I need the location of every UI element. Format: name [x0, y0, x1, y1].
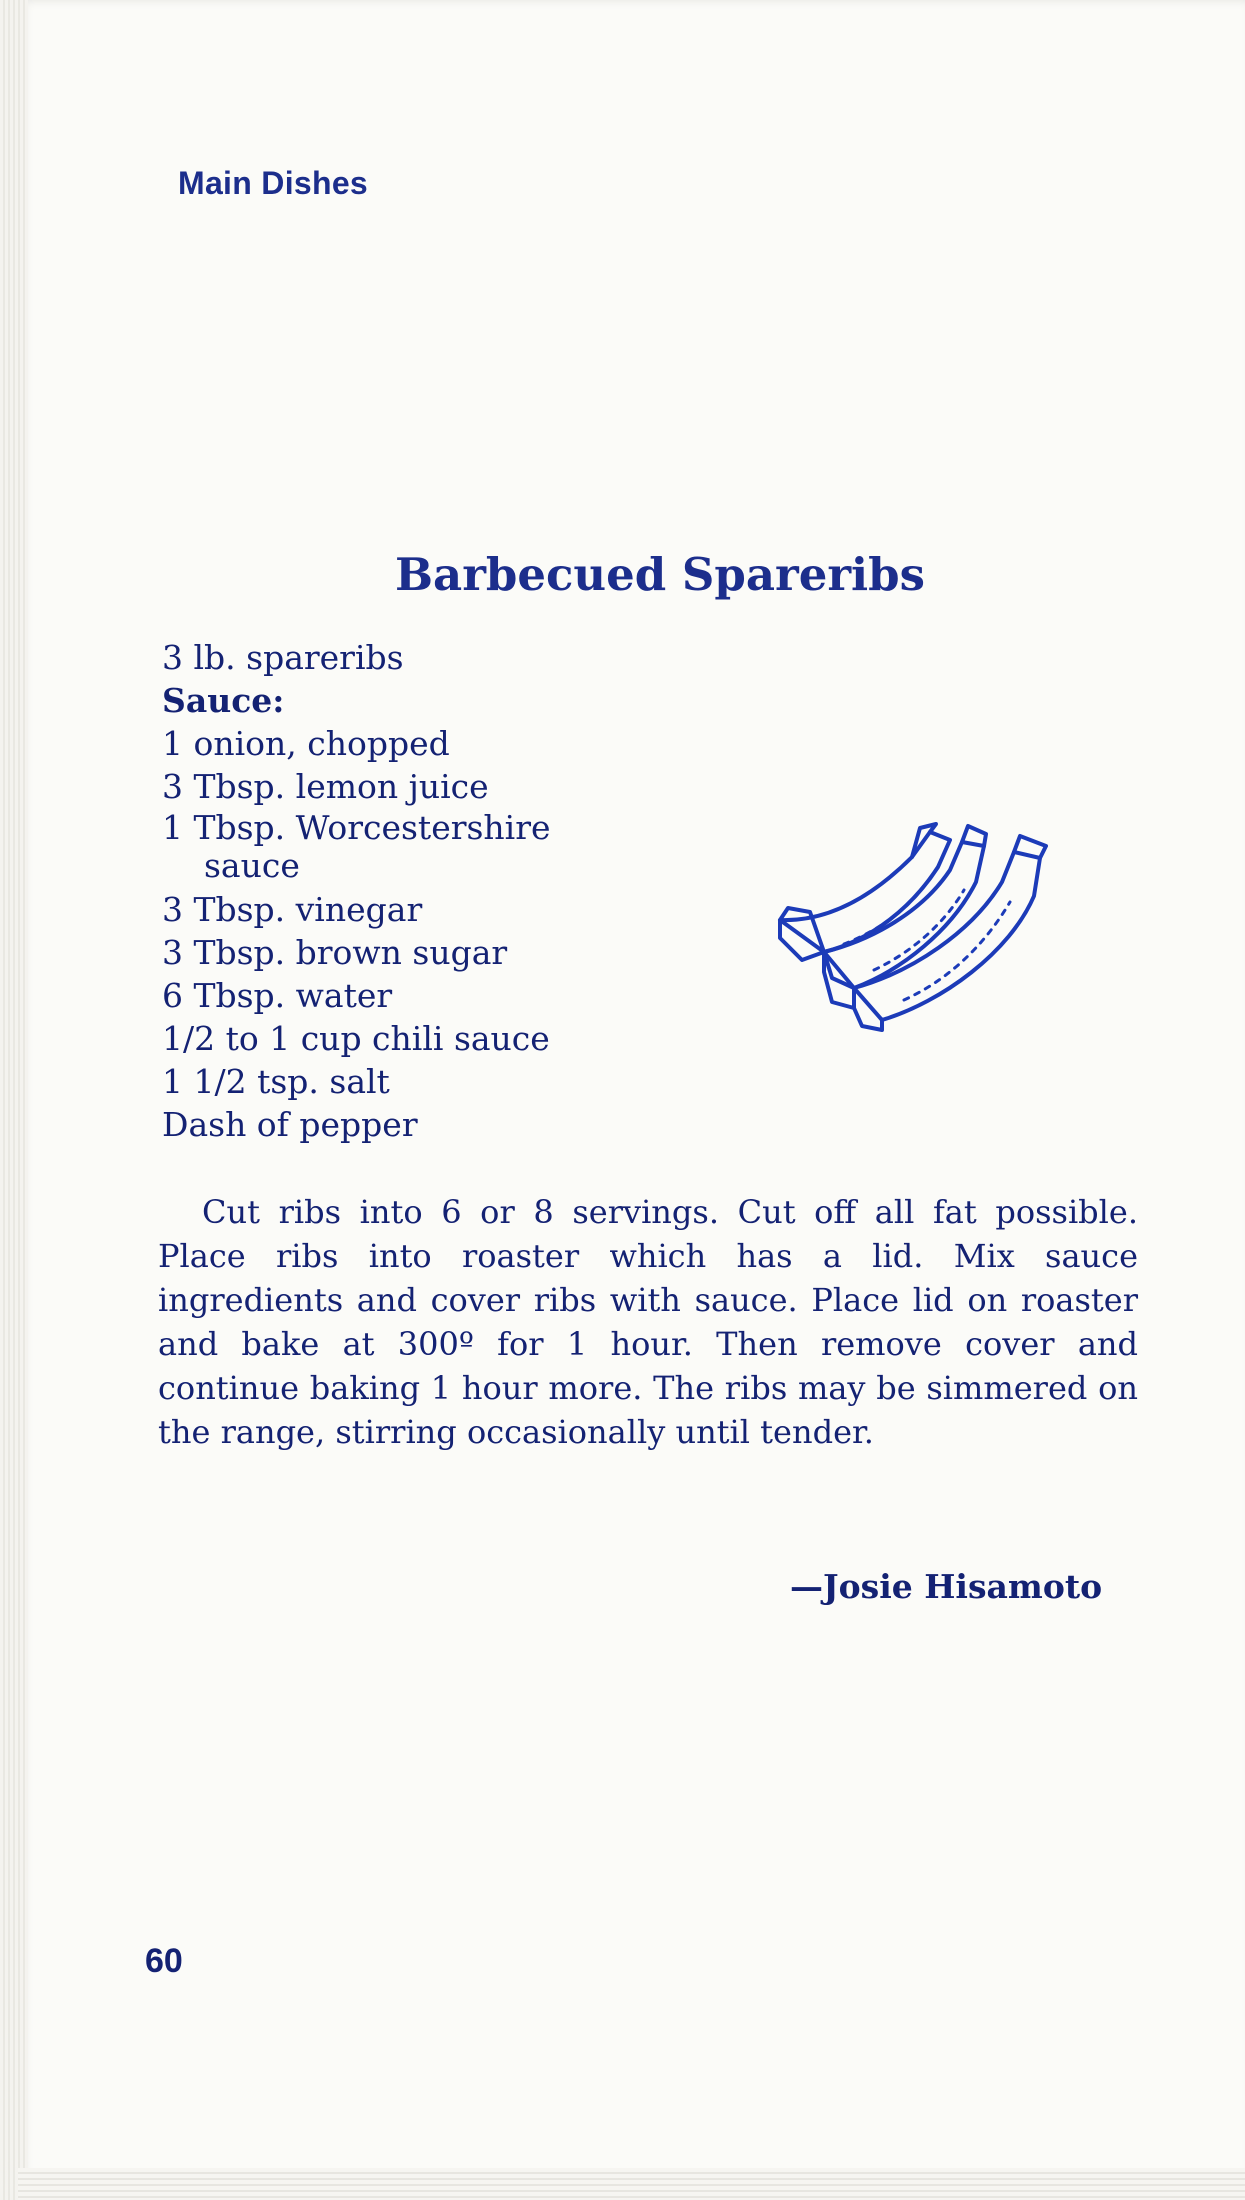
recipe-author: —Josie Hisamoto [790, 1567, 1103, 1606]
page-edge [0, 0, 28, 2200]
ingredient-item: 3 lb. spareribs [162, 638, 404, 677]
ingredient-item-continuation: sauce [204, 846, 300, 885]
ingredient-item: Dash of pepper [162, 1105, 418, 1144]
sauce-subheading: Sauce: [162, 681, 285, 720]
recipe-title: Barbecued Spareribs [395, 548, 925, 601]
ingredient-item: 1 onion, chopped [162, 724, 450, 763]
ingredient-item: 3 Tbsp. brown sugar [162, 933, 508, 972]
ingredient-item: 1 1/2 tsp. salt [162, 1062, 390, 1101]
ingredient-list [162, 636, 551, 1146]
spareribs-icon [762, 812, 1092, 1042]
recipe-directions: Cut ribs into 6 or 8 servings. Cut off all fat possible. Place ribs into roaster which has a lid. Mix sauce ingredients and cover ribs with sauce. Place lid on roaster and bake at 300º for 1 hour. Then remove cover and continue baking 1 hour more. The ribs may be simmered on the range, stirring occasionally until tender. [158, 1193, 1138, 1451]
ingredient-item: 3 Tbsp. lemon juice [162, 767, 489, 806]
ingredient-item: 1/2 to 1 cup chili sauce [162, 1019, 550, 1058]
section-header: Main Dishes [178, 165, 369, 201]
ingredient-item: 6 Tbsp. water [162, 976, 393, 1015]
ingredient-item: 3 Tbsp. vinegar [162, 890, 423, 929]
page-bottom-edge [18, 2168, 1245, 2200]
page-number: 60 [145, 1942, 183, 1980]
ingredient-item: 1 Tbsp. Worcestershire [162, 808, 551, 847]
